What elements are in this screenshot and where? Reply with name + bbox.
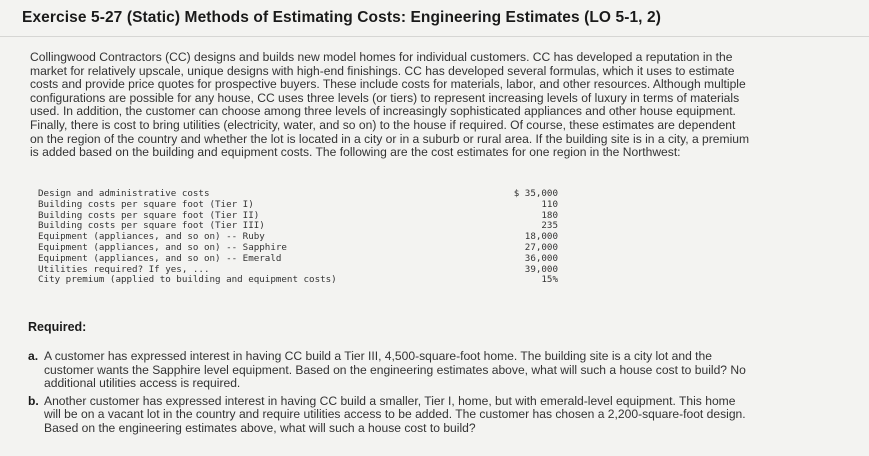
cost-row: [38, 200, 558, 211]
cost-value: 36,000: [524, 252, 558, 264]
question-line: customer wants the Sapphire level equipment. Based on the engineering estimates above, what will such a house cost to build? No: [44, 362, 746, 377]
cost-row: [38, 275, 558, 286]
cost-label: City premium (applied to building and equipment costs): [38, 274, 337, 286]
title-divider: [0, 36, 869, 37]
cost-label: Equipment (appliances, and so on) -- Ruby: [38, 231, 265, 243]
intro-paragraph: [30, 51, 830, 160]
cost-label: Building costs per square foot (Tier III): [38, 220, 265, 232]
question-list: [28, 350, 838, 440]
question-line: will be on a vacant lot in the country and require utilities access to be added. The customer has chosen a 2,200-square-foot design.: [44, 407, 746, 422]
question-line: Based on the engineering estimates above, what will such a house cost to build?: [44, 420, 476, 435]
intro-line: configurations are possible for any house, CC uses three levels (or tiers) to represent increasing levels of luxury in terms of materials: [30, 90, 740, 105]
question-line: A customer has expressed interest in having CC build a Tier III, 4,500-square-foot home. The building site is a city lot and the: [44, 349, 712, 363]
cost-row: [38, 254, 558, 265]
cost-value: 18,000: [524, 231, 558, 243]
intro-line: Collingwood Contractors (CC) designs and builds new model homes for individual customers. CC has developed a reputation in the: [30, 50, 733, 64]
required-heading: Required:: [28, 320, 87, 334]
cost-label: Equipment (appliances, and so on) -- Emerald: [38, 252, 282, 264]
cost-value: 39,000: [524, 263, 558, 275]
question-a: [28, 350, 838, 391]
question-letter: b.: [28, 393, 39, 408]
intro-line: used. In addition, the customer can choose among three levels of increasingly sophisticated appliances and other house equipment.: [30, 104, 736, 119]
cost-value: 15%: [541, 274, 558, 286]
cost-label: Design and administrative costs: [38, 188, 210, 199]
cost-value: 27,000: [524, 241, 558, 253]
question-line: Another customer has expressed interest in having CC build a smaller, Tier I, home, but with emerald-level equipment. This home: [44, 393, 736, 408]
cost-estimates-table: [38, 189, 558, 286]
intro-line: is added based on the building and equipment costs. The following are the cost estimates for one region in the Northwest:: [30, 145, 681, 160]
cost-value: 110: [541, 198, 558, 210]
intro-line: costs and provide price quotes for prospective buyers. These include costs for materials, labor, and other resources. Although multiple: [30, 77, 746, 92]
cost-label: Equipment (appliances, and so on) -- Sapphire: [38, 241, 287, 253]
exercise-title: Exercise 5-27 (Static) Methods of Estimating Costs: Engineering Estimates (LO 5-1, 2): [22, 9, 661, 26]
intro-line: Finally, there is cost to bring utilities (electricity, water, and so on) to the house if required. Of course, these estimates are dependent: [30, 117, 736, 132]
intro-line: market for relatively upscale, unique designs with high-end finishings. CC has developed several formulas, which it uses to estimate: [30, 63, 735, 78]
cost-label: Building costs per square foot (Tier II): [38, 209, 260, 221]
cost-value: 235: [541, 220, 558, 232]
cost-label: Building costs per square foot (Tier I): [38, 198, 254, 210]
cost-label: Utilities required? If yes, ...: [38, 263, 210, 275]
cost-value: $ 35,000: [513, 188, 558, 199]
question-line: additional utilities access is required.: [44, 376, 241, 391]
intro-line: on the region of the country and whether the lot is located in a city or in a suburb or rural area. If the building site is in a city, a premium: [30, 131, 750, 146]
question-letter: a.: [28, 349, 39, 363]
question-b: [28, 395, 838, 436]
cost-value: 180: [541, 209, 558, 221]
